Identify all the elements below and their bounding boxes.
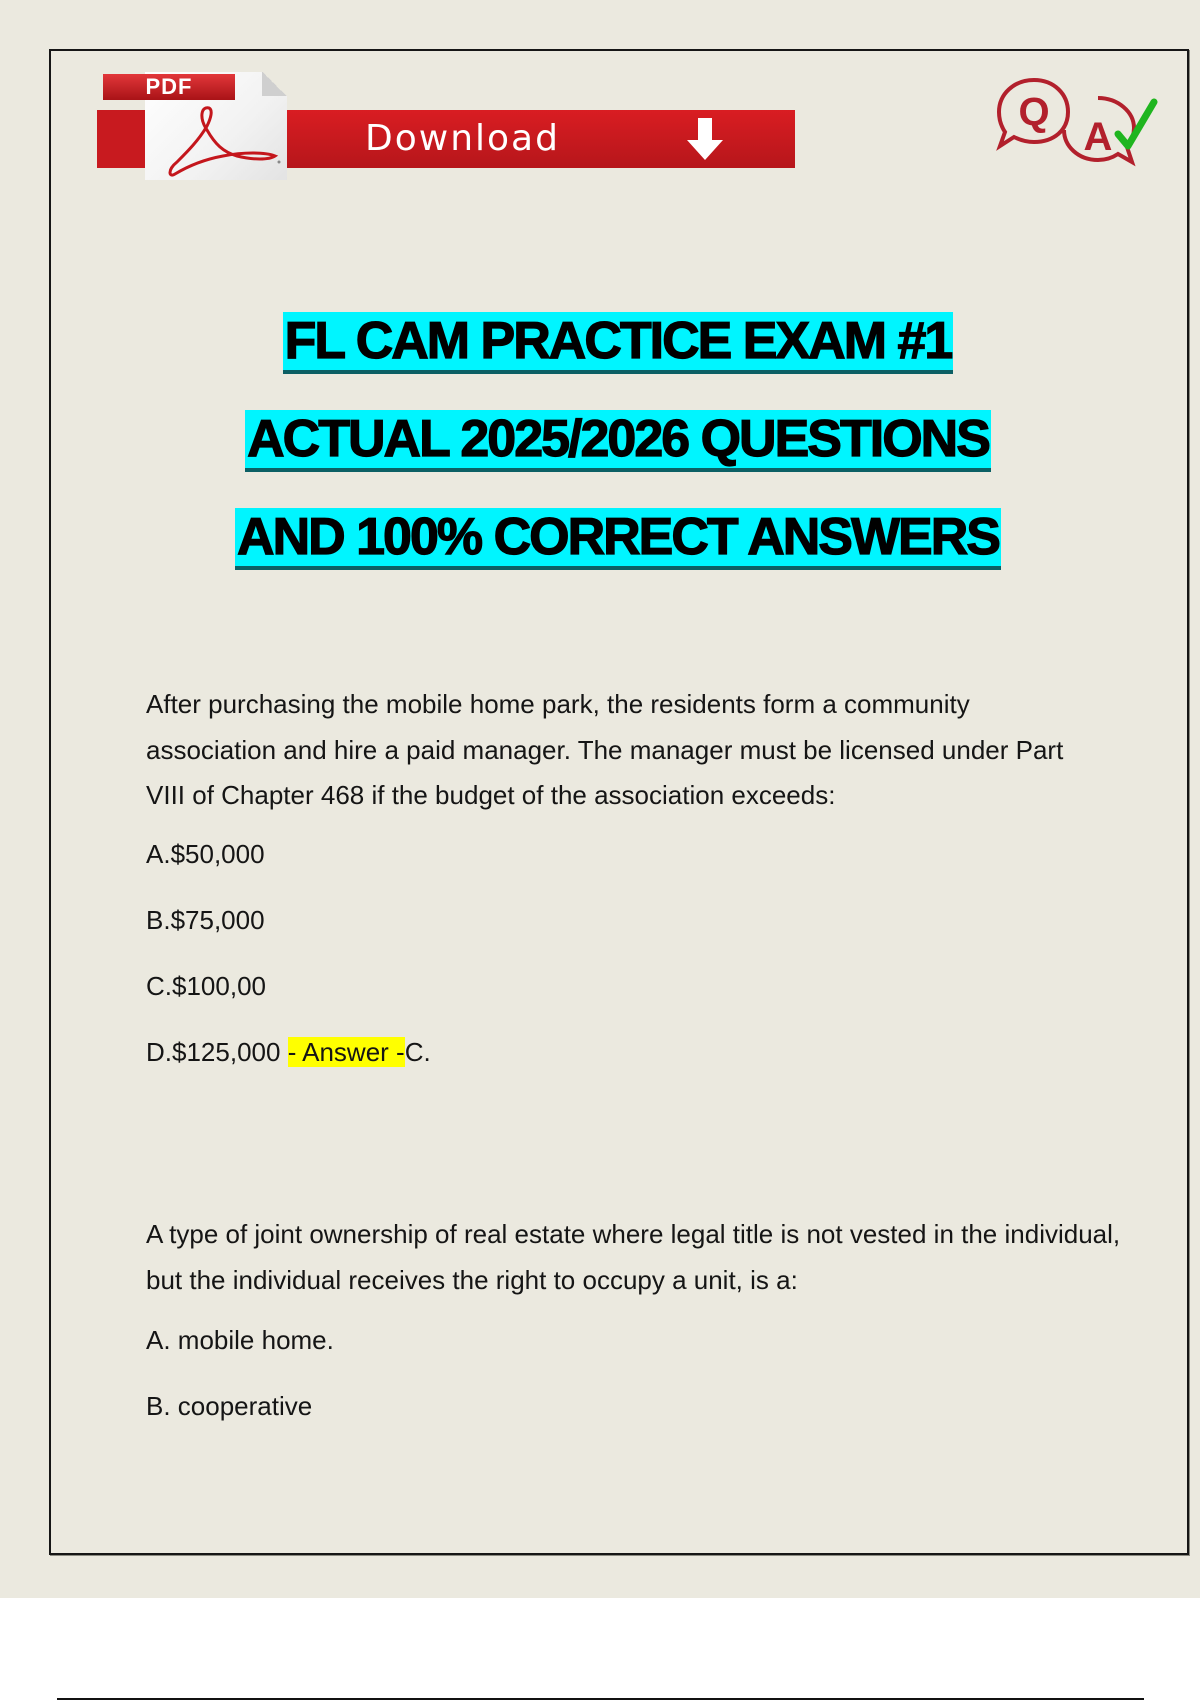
arrow-down-icon bbox=[685, 116, 725, 162]
pdf-download-banner[interactable] bbox=[97, 72, 795, 180]
options-list bbox=[146, 839, 1106, 1067]
question-2 bbox=[146, 1212, 1146, 1457]
svg-text:A: A bbox=[1083, 115, 1113, 159]
question-text: After purchasing the mobile home park, the residents form a community association and hire a paid manager. The manager must be licensed under Part VIII of Chapter 468 if the budget of the association exceeds: bbox=[146, 689, 1064, 810]
title-line-2: ACTUAL 2025/2026 QUESTIONS bbox=[245, 410, 991, 472]
option-d-with-answer bbox=[146, 1037, 1106, 1067]
option-a: A. mobile home. bbox=[146, 1325, 334, 1355]
answer-label: - Answer - bbox=[287, 1036, 405, 1067]
qa-logo-icon bbox=[990, 70, 1160, 170]
acrobat-icon bbox=[157, 104, 287, 178]
title-line-1: FL CAM PRACTICE EXAM #1 bbox=[283, 312, 954, 374]
download-label: Download bbox=[365, 118, 560, 159]
option-a: A.$50,000 bbox=[146, 838, 265, 869]
svg-text:Q: Q bbox=[1018, 90, 1050, 134]
question-text: A type of joint ownership of real estate where legal title is not vested in the individual, but the individual receives the right to occupy a unit, is a: bbox=[146, 1219, 1121, 1295]
option-b: B. cooperative bbox=[146, 1391, 313, 1421]
page-fold-icon bbox=[262, 72, 287, 96]
option-d: D.$125,000 bbox=[146, 1036, 281, 1067]
answer-value: C. bbox=[404, 1036, 431, 1067]
pdf-label: PDF bbox=[103, 74, 235, 100]
question-1 bbox=[146, 682, 1106, 1103]
document-title bbox=[0, 312, 1200, 606]
title-line-3: AND 100% CORRECT ANSWERS bbox=[235, 508, 1001, 570]
option-b: B.$75,000 bbox=[146, 904, 265, 935]
option-c: C.$100,00 bbox=[146, 970, 266, 1001]
banner-left-block bbox=[97, 110, 145, 168]
